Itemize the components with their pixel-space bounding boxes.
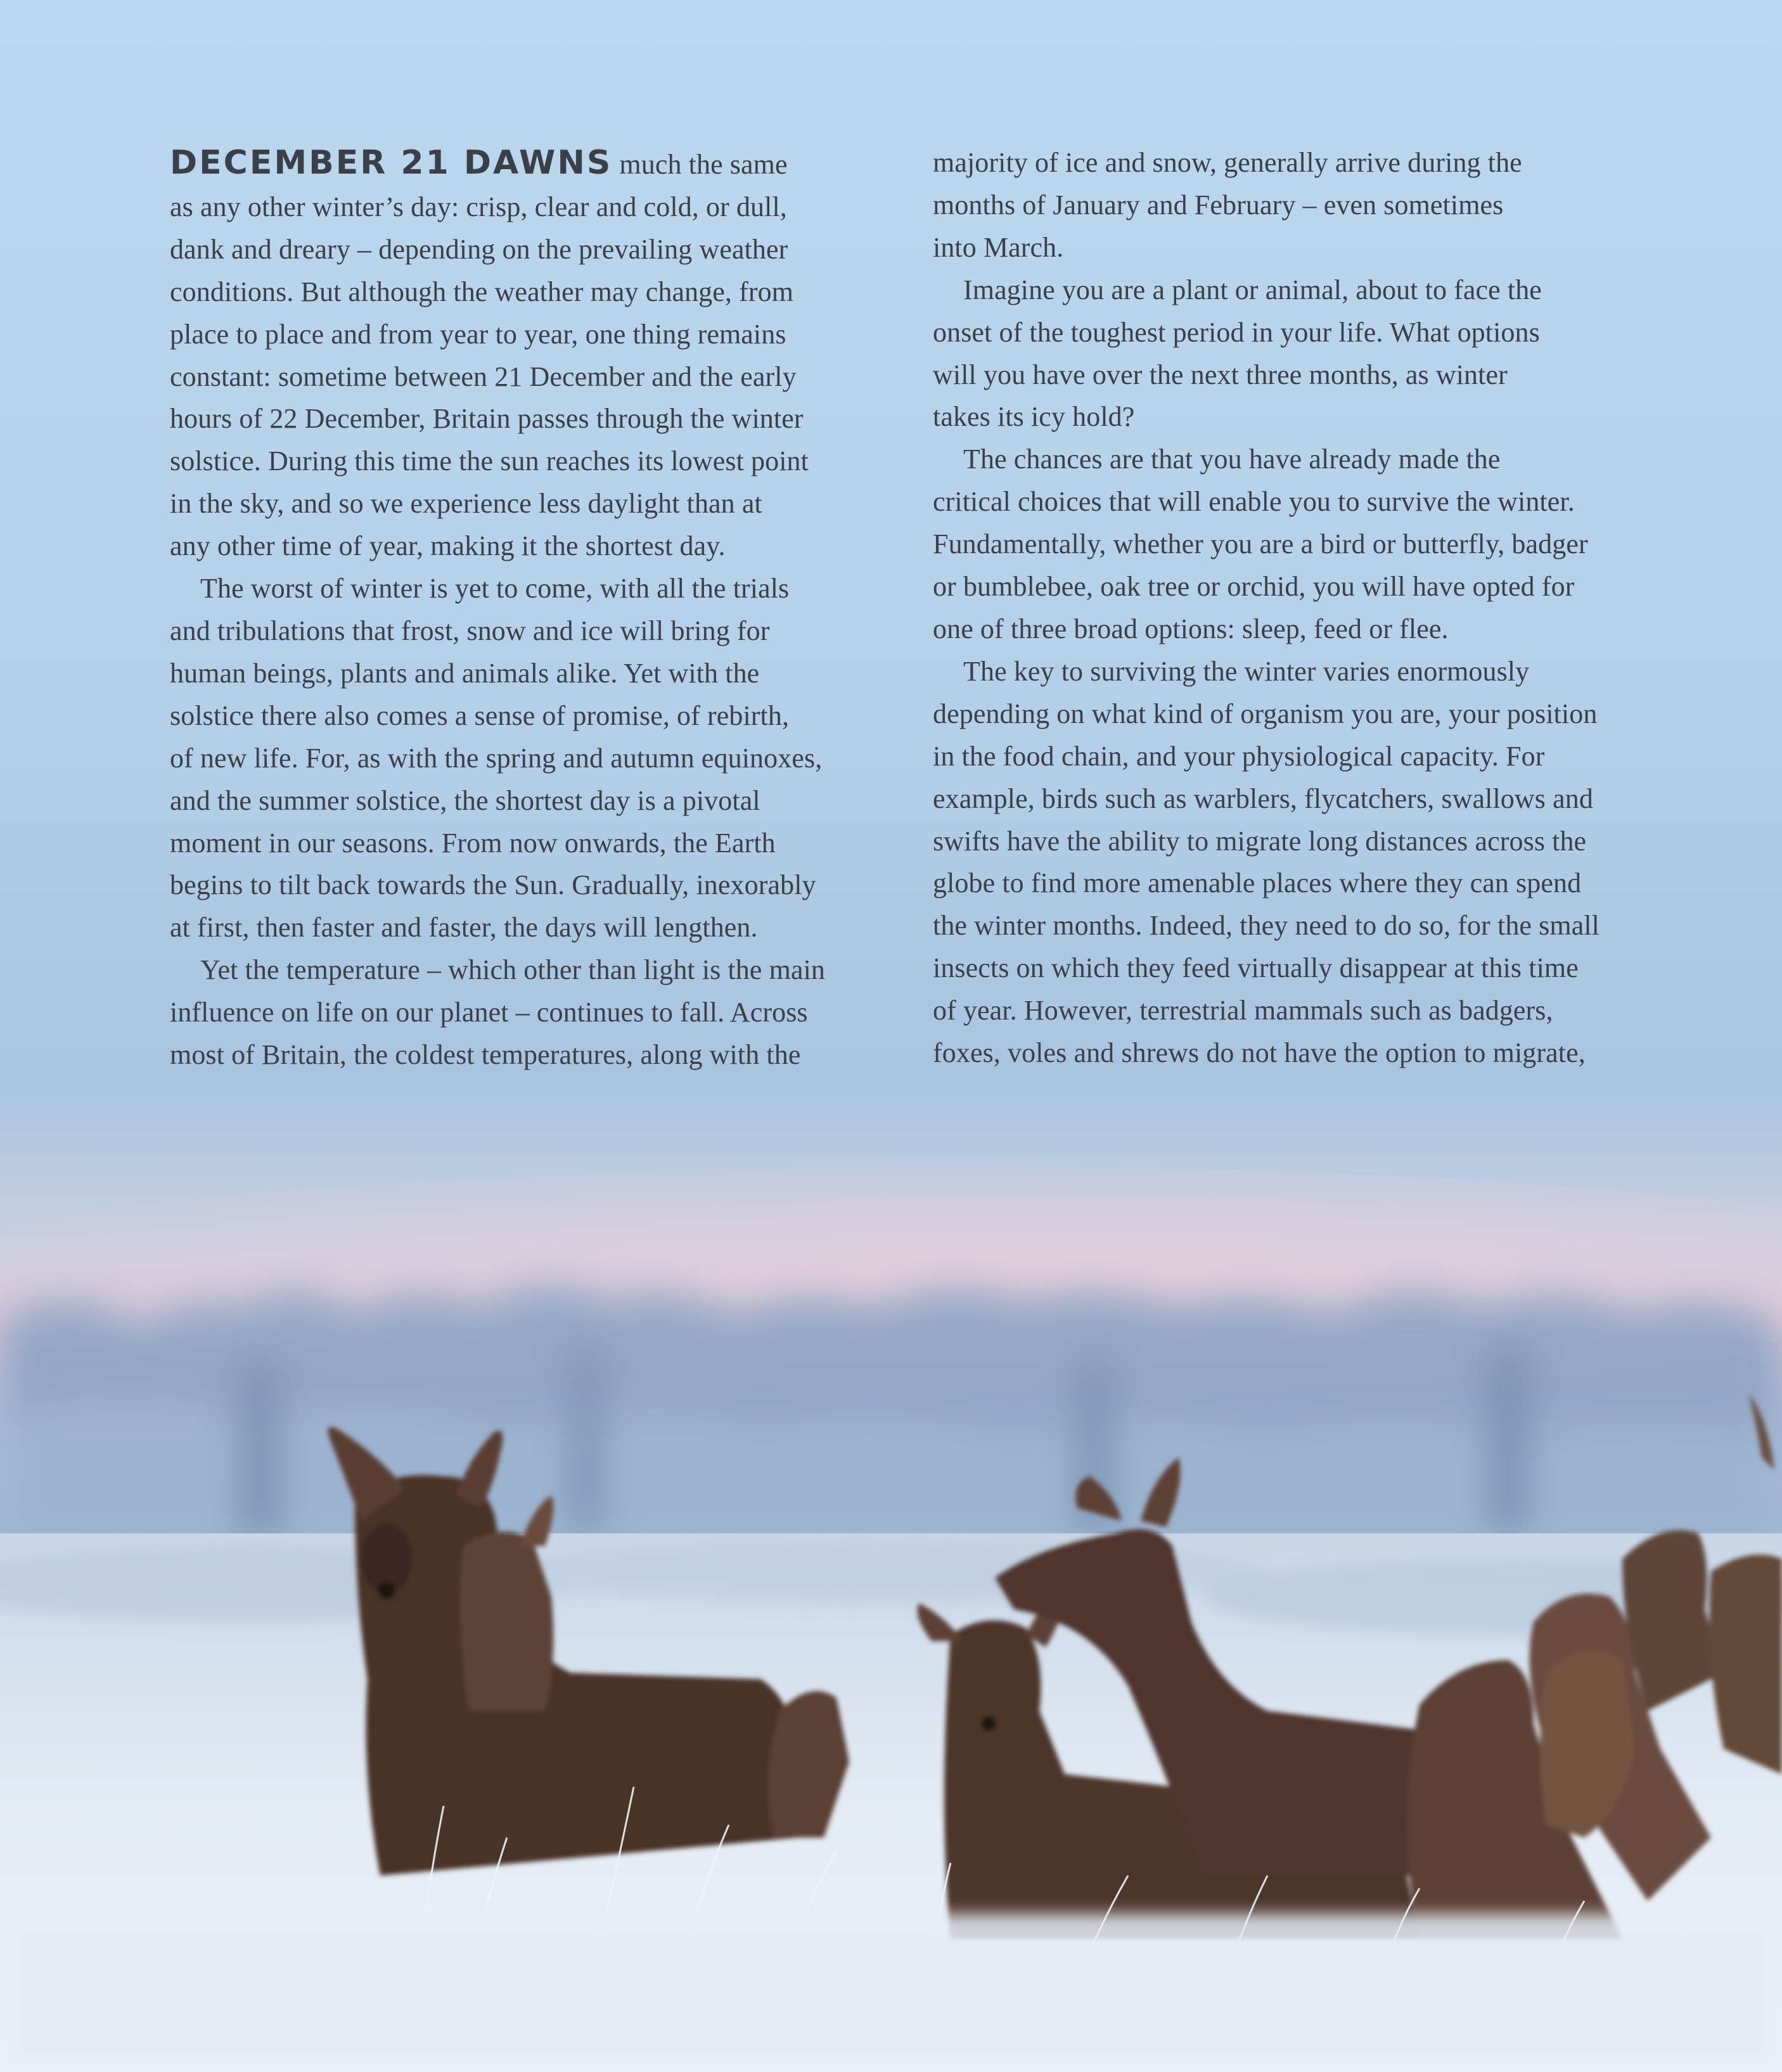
- text-line-content: much the same: [612, 149, 788, 180]
- text-line-content: as any other winter’s day: crisp, clear and cold, or dull,: [170, 191, 787, 222]
- text-line: [170, 949, 892, 992]
- text-line-content: of new life. For, as with the spring and autumn equinoxes,: [170, 742, 823, 774]
- text-line: [933, 862, 1668, 905]
- text-line-content: Yet the temperature – which other than light is the main: [200, 954, 826, 986]
- text-line: [933, 947, 1668, 990]
- text-line: [933, 821, 1668, 863]
- text-line: [170, 907, 892, 949]
- text-line-content: constant: sometime between 21 December and the early: [170, 361, 797, 392]
- text-line: [933, 905, 1668, 947]
- text-line: [170, 568, 892, 610]
- text-line: [933, 227, 1668, 269]
- text-line: [170, 822, 892, 865]
- text-line-content: any other time of year, making it the shortest day.: [170, 530, 726, 562]
- text-line: [170, 992, 892, 1034]
- text-line-content: moment in our seasons. From now onwards, the Earth: [170, 827, 776, 859]
- text-line: [170, 440, 892, 483]
- text-line-content: of year. However, terrestrial mammals such as badgers,: [933, 995, 1553, 1026]
- text-line: [933, 396, 1668, 438]
- text-line-content: one of three broad options: sleep, feed or flee.: [933, 613, 1449, 644]
- text-line: [170, 738, 892, 780]
- text-line: [170, 525, 892, 568]
- text-line-content: and tribulations that frost, snow and ice will bring for: [170, 615, 770, 646]
- text-line: [170, 271, 892, 314]
- text-line: [933, 651, 1668, 693]
- text-line: [933, 566, 1668, 608]
- text-line-content: will you have over the next three months, as winter: [933, 359, 1508, 390]
- text-line-content: Imagine you are a plant or animal, about to face the: [963, 274, 1542, 305]
- text-line: [170, 653, 892, 695]
- text-line-content: foxes, voles and shrews do not have the option to migrate,: [933, 1037, 1586, 1069]
- lead-in: DECEMBER 21 DAWNS: [170, 144, 613, 182]
- text-line: [933, 354, 1668, 397]
- text-line-content: globe to find more amenable places where they can spend: [933, 867, 1582, 899]
- text-line: [933, 142, 1668, 184]
- text-line-content: at first, then faster and faster, the days will lengthen.: [170, 912, 758, 943]
- text-line: [933, 990, 1668, 1032]
- text-line-content: into March.: [933, 231, 1064, 263]
- text-line: [170, 780, 892, 822]
- text-line-content: majority of ice and snow, generally arrive during the: [933, 147, 1522, 178]
- text-line-content: solstice there also comes a sense of promise, of rebirth,: [170, 700, 790, 731]
- text-line-content: The key to surviving the winter varies enormously: [963, 655, 1530, 687]
- text-line: [933, 438, 1668, 481]
- text-line-content: The worst of winter is yet to come, with all the trials: [200, 573, 790, 604]
- text-column-left: [170, 142, 892, 1077]
- text-line-content: begins to tilt back towards the Sun. Gradually, inexorably: [170, 869, 816, 901]
- text-line-content: months of January and February – even sometimes: [933, 189, 1504, 221]
- text-line-content: and the summer solstice, the shortest day is a pivotal: [170, 784, 760, 816]
- text-line: [170, 1034, 892, 1077]
- text-line-content: example, birds such as warblers, flycatchers, swallows and: [933, 783, 1593, 814]
- text-line-content: place to place and from year to year, one thing remains: [170, 318, 786, 350]
- text-line-content: depending on what kind of organism you are, your position: [933, 698, 1598, 729]
- text-line-content: onset of the toughest period in your life. What options: [933, 316, 1540, 348]
- text-line: [170, 864, 892, 907]
- text-column-right: [933, 142, 1668, 1075]
- text-line-content: takes its icy hold?: [933, 401, 1135, 433]
- text-line-content: human beings, plants and animals alike. Yet with the: [170, 657, 760, 689]
- text-line: [170, 142, 892, 186]
- frosted-forest: [0, 1284, 1782, 1552]
- text-line-content: most of Britain, the coldest temperatures, along with the: [170, 1039, 801, 1071]
- text-line: [933, 608, 1668, 651]
- text-line: [933, 184, 1668, 227]
- text-line: [933, 778, 1668, 821]
- text-line: [933, 1032, 1668, 1075]
- text-line: [933, 523, 1668, 566]
- text-line: [170, 314, 892, 356]
- text-line-content: swifts have the ability to migrate long distances across the: [933, 825, 1587, 857]
- text-line: [933, 481, 1668, 523]
- text-line: [170, 695, 892, 738]
- text-line: [170, 398, 892, 440]
- text-line-content: hours of 22 December, Britain passes through the winter: [170, 403, 804, 435]
- text-line-content: in the sky, and so we experience less daylight than at: [170, 488, 762, 520]
- text-line: [170, 356, 892, 399]
- text-line-content: solstice. During this time the sun reaches its lowest point: [170, 445, 809, 477]
- text-line-content: critical choices that will enable you to survive the winter.: [933, 486, 1575, 518]
- text-line: [170, 186, 892, 229]
- text-line: [933, 269, 1668, 312]
- text-line-content: influence on life on our planet – continues to fall. Across: [170, 997, 808, 1028]
- text-line: [170, 229, 892, 271]
- text-line-content: The chances are that you have already made the: [963, 444, 1501, 475]
- text-line-content: dank and dreary – depending on the prevailing weather: [170, 233, 788, 265]
- text-line-content: conditions. But although the weather may change, from: [170, 276, 794, 307]
- text-line-content: in the food chain, and your physiological capacity. For: [933, 740, 1545, 772]
- text-line: [170, 483, 892, 525]
- text-line-content: insects on which they feed virtually disappear at this time: [933, 952, 1579, 984]
- text-line: [933, 736, 1668, 778]
- text-line: [933, 693, 1668, 736]
- text-line: [170, 610, 892, 653]
- text-line: [933, 312, 1668, 354]
- text-line-content: or bumblebee, oak tree or orchid, you will have opted for: [933, 571, 1575, 603]
- text-line-content: Fundamentally, whether you are a bird or butterfly, badger: [933, 528, 1588, 560]
- text-line-content: the winter months. Indeed, they need to do so, for the small: [933, 910, 1599, 942]
